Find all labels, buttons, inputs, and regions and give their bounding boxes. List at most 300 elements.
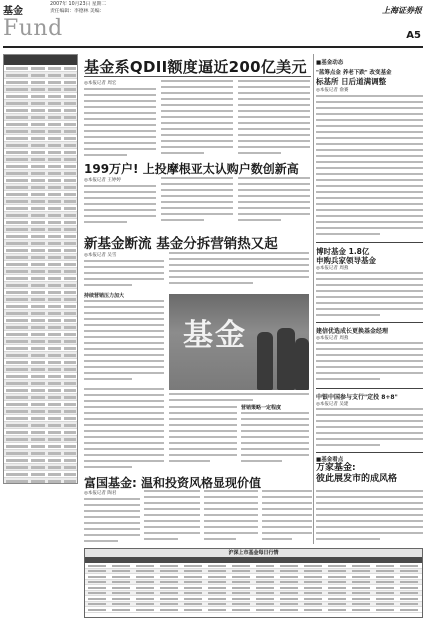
table-cell bbox=[64, 375, 76, 378]
table-cell bbox=[64, 480, 76, 483]
table-cell bbox=[64, 144, 76, 147]
text-line bbox=[316, 514, 423, 516]
text-line bbox=[84, 191, 156, 193]
table-row bbox=[4, 478, 78, 484]
text-line bbox=[84, 185, 156, 187]
table-row bbox=[4, 450, 78, 457]
table-row bbox=[85, 607, 422, 613]
table-cell bbox=[64, 424, 76, 427]
table-row bbox=[4, 373, 78, 380]
text-line bbox=[238, 134, 310, 136]
table-cell bbox=[31, 417, 45, 420]
table-cell bbox=[64, 95, 76, 98]
text-line bbox=[241, 448, 309, 450]
text-line bbox=[262, 514, 312, 516]
text-line bbox=[238, 152, 281, 154]
text-line bbox=[241, 412, 309, 414]
table-cell bbox=[6, 417, 28, 420]
text-line bbox=[316, 179, 423, 181]
text-line bbox=[84, 388, 164, 390]
text-line bbox=[161, 104, 233, 106]
table-cell bbox=[31, 256, 45, 259]
text-line bbox=[316, 161, 423, 163]
table-cell bbox=[256, 570, 274, 572]
text-line bbox=[316, 143, 423, 145]
text-line bbox=[84, 100, 156, 102]
article-text bbox=[84, 260, 164, 290]
table-cell bbox=[160, 592, 178, 594]
article-text bbox=[161, 80, 233, 158]
table-cell bbox=[64, 109, 76, 112]
text-line bbox=[161, 201, 233, 203]
table-cell bbox=[64, 396, 76, 399]
table-cell bbox=[6, 333, 28, 336]
text-line bbox=[241, 460, 282, 462]
table-cell bbox=[352, 598, 370, 600]
table-cell bbox=[400, 598, 418, 600]
text-line bbox=[84, 540, 118, 542]
text-line bbox=[238, 110, 310, 112]
masthead-date: 2007年 10月23日 星期二 bbox=[50, 2, 107, 7]
text-line bbox=[84, 522, 140, 524]
brief-text bbox=[316, 272, 423, 320]
text-line bbox=[84, 284, 132, 286]
table-cell bbox=[31, 340, 45, 343]
table-row bbox=[4, 177, 78, 184]
article-text bbox=[169, 406, 237, 466]
table-row bbox=[4, 226, 78, 233]
text-line bbox=[316, 532, 423, 534]
table-cell bbox=[64, 361, 76, 364]
article-text bbox=[161, 177, 233, 225]
table-cell bbox=[6, 445, 28, 448]
table-cell bbox=[31, 137, 45, 140]
table-cell bbox=[64, 200, 76, 203]
table-cell bbox=[400, 565, 418, 567]
text-line bbox=[316, 354, 423, 356]
table-cell bbox=[328, 609, 346, 611]
text-line bbox=[204, 496, 258, 498]
table-cell bbox=[112, 565, 130, 567]
brief-text bbox=[316, 490, 423, 544]
text-line bbox=[316, 372, 423, 374]
table-cell bbox=[232, 576, 250, 578]
table-cell bbox=[352, 603, 370, 605]
table-cell bbox=[88, 592, 106, 594]
table-cell bbox=[64, 368, 76, 371]
table-cell bbox=[184, 581, 202, 583]
text-line bbox=[84, 378, 132, 380]
brief-title: 万家基金: bbox=[316, 463, 356, 473]
table-cell bbox=[31, 459, 45, 462]
table-row bbox=[4, 100, 78, 107]
text-line bbox=[204, 538, 236, 540]
table-cell bbox=[31, 333, 45, 336]
table-cell bbox=[352, 565, 370, 567]
table-cell bbox=[64, 291, 76, 294]
text-line bbox=[161, 146, 233, 148]
table-row bbox=[4, 380, 78, 387]
table-cell bbox=[64, 242, 76, 245]
text-line bbox=[84, 406, 164, 408]
table-cell bbox=[232, 609, 250, 611]
text-line bbox=[84, 124, 156, 126]
table-cell bbox=[64, 123, 76, 126]
table-cell bbox=[6, 438, 28, 441]
text-line bbox=[238, 195, 310, 197]
table-cell bbox=[64, 452, 76, 455]
table-cell bbox=[88, 609, 106, 611]
table-cell bbox=[48, 361, 61, 364]
table-cell bbox=[64, 410, 76, 413]
table-cell bbox=[48, 200, 61, 203]
person-figure bbox=[257, 332, 273, 390]
table-cell bbox=[328, 603, 346, 605]
table-row bbox=[4, 387, 78, 394]
text-line bbox=[316, 107, 423, 109]
text-line bbox=[84, 424, 164, 426]
table-cell bbox=[31, 347, 45, 350]
table-cell bbox=[256, 587, 274, 589]
table-row bbox=[4, 184, 78, 191]
table-cell bbox=[6, 116, 28, 119]
table-row bbox=[4, 163, 78, 170]
table-cell bbox=[328, 565, 346, 567]
table-cell bbox=[31, 431, 45, 434]
text-line bbox=[262, 508, 312, 510]
table-cell bbox=[184, 570, 202, 572]
table-cell bbox=[48, 249, 61, 252]
brief-subtitle: 申购兵家领导基金 bbox=[316, 256, 376, 265]
table-cell bbox=[6, 403, 28, 406]
text-line bbox=[316, 119, 423, 121]
text-line bbox=[238, 98, 310, 100]
text-line bbox=[84, 400, 164, 402]
table-cell bbox=[31, 424, 45, 427]
table-cell bbox=[328, 581, 346, 583]
table-cell bbox=[6, 319, 28, 322]
table-row bbox=[4, 317, 78, 324]
table-cell bbox=[31, 354, 45, 357]
text-line bbox=[316, 508, 423, 510]
article-text bbox=[84, 185, 156, 227]
fund-label: Fund bbox=[3, 16, 63, 41]
table-cell bbox=[48, 473, 61, 476]
person-figure bbox=[277, 328, 295, 390]
table-cell bbox=[31, 298, 45, 301]
text-line bbox=[84, 516, 140, 518]
text-line bbox=[169, 264, 309, 266]
masthead-rule bbox=[3, 46, 423, 48]
text-line bbox=[84, 336, 164, 338]
table-cell bbox=[280, 592, 298, 594]
table-row bbox=[4, 464, 78, 471]
table-row bbox=[4, 408, 78, 415]
table-cell bbox=[6, 284, 28, 287]
table-cell bbox=[64, 445, 76, 448]
table-cell bbox=[31, 445, 45, 448]
table-cell bbox=[64, 256, 76, 259]
text-line bbox=[84, 88, 156, 90]
table-cell bbox=[280, 598, 298, 600]
text-line bbox=[316, 155, 423, 157]
text-line bbox=[144, 538, 178, 540]
text-line bbox=[316, 296, 423, 298]
table-cell bbox=[48, 109, 61, 112]
text-line bbox=[144, 502, 200, 504]
table-cell bbox=[64, 319, 76, 322]
table-row bbox=[4, 107, 78, 114]
text-line bbox=[241, 436, 309, 438]
table-cell bbox=[88, 598, 106, 600]
text-line bbox=[84, 136, 156, 138]
text-line bbox=[238, 219, 281, 221]
table-cell bbox=[31, 249, 45, 252]
table-cell bbox=[6, 228, 28, 231]
table-cell bbox=[64, 186, 76, 189]
text-line bbox=[262, 520, 312, 522]
table-cell bbox=[64, 333, 76, 336]
table-cell bbox=[64, 158, 76, 161]
text-line bbox=[316, 414, 423, 416]
table-cell bbox=[48, 459, 61, 462]
brief-title: "蓝筹点金 养老下跌" 改变基金 bbox=[316, 70, 392, 76]
text-line bbox=[161, 116, 233, 118]
table-cell bbox=[6, 137, 28, 140]
table-cell bbox=[48, 67, 61, 70]
text-line bbox=[238, 116, 310, 118]
table-cell bbox=[31, 389, 45, 392]
text-line bbox=[84, 442, 164, 444]
table-cell bbox=[400, 603, 418, 605]
article-text bbox=[204, 490, 258, 544]
text-line bbox=[144, 490, 200, 492]
text-line bbox=[316, 444, 380, 446]
table-cell bbox=[232, 587, 250, 589]
table-cell bbox=[31, 81, 45, 84]
table-cell bbox=[48, 165, 61, 168]
section-label: ■基金动态 bbox=[316, 60, 344, 66]
brief-divider bbox=[316, 388, 423, 389]
text-line bbox=[316, 125, 423, 127]
table-cell bbox=[31, 221, 45, 224]
table-cell bbox=[6, 340, 28, 343]
main-headline: 基金系QDII额度逼近200亿美元 bbox=[84, 58, 307, 76]
text-line bbox=[84, 221, 127, 223]
table-cell bbox=[352, 592, 370, 594]
table-cell bbox=[48, 347, 61, 350]
table-row bbox=[4, 212, 78, 219]
table-cell bbox=[64, 326, 76, 329]
text-line bbox=[204, 526, 258, 528]
text-line bbox=[316, 209, 423, 211]
table-row bbox=[4, 142, 78, 149]
table-row bbox=[4, 310, 78, 317]
table-row bbox=[4, 128, 78, 135]
text-line bbox=[316, 496, 423, 498]
text-line bbox=[316, 432, 423, 434]
table-cell bbox=[31, 473, 45, 476]
table-row bbox=[4, 366, 78, 373]
text-line bbox=[241, 418, 309, 420]
table-cell bbox=[48, 466, 61, 469]
text-line bbox=[169, 276, 309, 278]
table-cell bbox=[48, 445, 61, 448]
table-cell bbox=[6, 389, 28, 392]
table-row bbox=[4, 436, 78, 443]
text-line bbox=[262, 526, 312, 528]
table-cell bbox=[376, 598, 394, 600]
table-cell bbox=[48, 270, 61, 273]
table-row bbox=[4, 352, 78, 359]
table-row bbox=[4, 219, 78, 226]
table-cell bbox=[232, 570, 250, 572]
text-line bbox=[84, 372, 164, 374]
text-line bbox=[316, 149, 423, 151]
text-line bbox=[144, 496, 200, 498]
table-row bbox=[4, 331, 78, 338]
text-line bbox=[84, 324, 164, 326]
text-line bbox=[316, 197, 423, 199]
table-cell bbox=[88, 603, 106, 605]
text-line bbox=[161, 92, 233, 94]
table-cell bbox=[6, 144, 28, 147]
table-cell bbox=[6, 354, 28, 357]
table-cell bbox=[400, 592, 418, 594]
table-cell bbox=[48, 424, 61, 427]
table-cell bbox=[304, 581, 322, 583]
table-cell bbox=[6, 459, 28, 462]
event-photo bbox=[169, 294, 309, 390]
article-headline: 199万户! 上投摩根亚太认购户数创新高 bbox=[84, 162, 299, 176]
table-row bbox=[4, 429, 78, 436]
table-cell bbox=[304, 565, 322, 567]
table-cell bbox=[6, 102, 28, 105]
table-cell bbox=[64, 221, 76, 224]
text-line bbox=[84, 460, 164, 462]
text-line bbox=[84, 318, 164, 320]
table-cell bbox=[31, 179, 45, 182]
text-line bbox=[84, 466, 132, 468]
table-header bbox=[4, 55, 77, 65]
table-cell bbox=[280, 609, 298, 611]
table-cell bbox=[31, 235, 45, 238]
table-cell bbox=[48, 221, 61, 224]
table-cell bbox=[48, 263, 61, 266]
table-cell bbox=[160, 576, 178, 578]
table-row bbox=[4, 233, 78, 240]
text-line bbox=[316, 408, 423, 410]
table-cell bbox=[31, 151, 45, 154]
text-line bbox=[316, 173, 423, 175]
text-line bbox=[316, 272, 423, 274]
table-cell bbox=[112, 592, 130, 594]
table-cell bbox=[304, 609, 322, 611]
text-line bbox=[161, 80, 233, 82]
table-cell bbox=[208, 565, 226, 567]
table-cell bbox=[6, 235, 28, 238]
table-cell bbox=[31, 305, 45, 308]
table-cell bbox=[160, 581, 178, 583]
table-cell bbox=[64, 235, 76, 238]
table-cell bbox=[48, 172, 61, 175]
text-line bbox=[169, 270, 309, 272]
table-cell bbox=[280, 587, 298, 589]
section-label: 基金 bbox=[3, 6, 23, 17]
table-row bbox=[4, 93, 78, 100]
table-cell bbox=[88, 576, 106, 578]
table-row bbox=[4, 86, 78, 93]
byline: ◎本报记者 吴建 bbox=[316, 402, 349, 407]
table-cell bbox=[6, 249, 28, 252]
table-cell bbox=[64, 347, 76, 350]
table-cell bbox=[184, 609, 202, 611]
paper-name: 上海证券报 bbox=[382, 5, 422, 15]
table-cell bbox=[6, 130, 28, 133]
table-cell bbox=[160, 598, 178, 600]
table-cell bbox=[64, 438, 76, 441]
text-line bbox=[161, 128, 233, 130]
text-line bbox=[84, 510, 140, 512]
table-cell bbox=[31, 109, 45, 112]
table-cell bbox=[112, 587, 130, 589]
text-line bbox=[238, 122, 310, 124]
table-cell bbox=[48, 151, 61, 154]
table-cell bbox=[31, 403, 45, 406]
table-cell bbox=[376, 603, 394, 605]
table-cell bbox=[400, 587, 418, 589]
table-cell bbox=[112, 609, 130, 611]
section-label: ■基金看点 bbox=[316, 457, 344, 463]
article-text bbox=[238, 177, 310, 225]
table-cell bbox=[48, 235, 61, 238]
table-cell bbox=[31, 102, 45, 105]
table-cell bbox=[31, 116, 45, 119]
table-cell bbox=[64, 263, 76, 266]
table-cell bbox=[31, 144, 45, 147]
text-line bbox=[84, 454, 164, 456]
table-cell bbox=[328, 576, 346, 578]
text-line bbox=[316, 290, 423, 292]
text-line bbox=[316, 314, 380, 316]
table-cell bbox=[6, 88, 28, 91]
text-line bbox=[238, 128, 310, 130]
table-cell bbox=[48, 368, 61, 371]
table-cell bbox=[48, 214, 61, 217]
table-cell bbox=[48, 291, 61, 294]
text-line bbox=[161, 86, 233, 88]
table-cell bbox=[31, 452, 45, 455]
table-cell bbox=[88, 570, 106, 572]
text-line bbox=[84, 342, 164, 344]
table-cell bbox=[232, 592, 250, 594]
article-text bbox=[238, 80, 310, 158]
table-row bbox=[4, 65, 78, 72]
table-row bbox=[4, 324, 78, 331]
table-cell bbox=[112, 576, 130, 578]
text-line bbox=[84, 330, 164, 332]
table-cell bbox=[48, 305, 61, 308]
text-line bbox=[84, 354, 164, 356]
table-cell bbox=[31, 284, 45, 287]
table-cell bbox=[64, 151, 76, 154]
brief-text bbox=[316, 95, 423, 239]
table-cell bbox=[31, 263, 45, 266]
table-row bbox=[4, 394, 78, 401]
table-cell bbox=[64, 102, 76, 105]
text-line bbox=[144, 526, 200, 528]
table-cell bbox=[64, 172, 76, 175]
